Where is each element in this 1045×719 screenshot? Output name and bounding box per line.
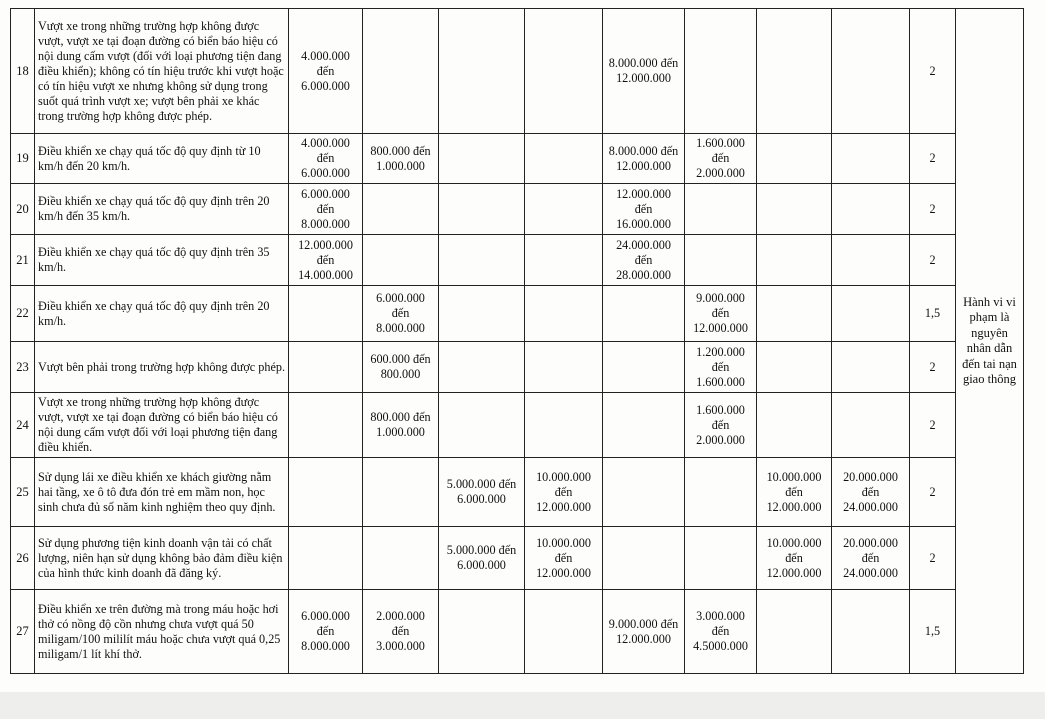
fine-amount-7 (757, 184, 832, 235)
fine-amount-7: 10.000.000 đến 12.000.000 (757, 527, 832, 590)
table-row (11, 342, 1024, 393)
table-row (11, 393, 1024, 458)
fine-amount-5 (603, 286, 685, 342)
points-deducted: 2 (910, 9, 956, 134)
table-row (11, 9, 1024, 134)
fine-amount-1 (289, 286, 363, 342)
points-deducted: 2 (910, 527, 956, 590)
fine-amount-4: 10.000.000 đến 12.000.000 (525, 527, 603, 590)
violation-description: Điều khiển xe trên đường mà trong máu hoặc hơi thở có nồng độ cồn nhưng chưa vượt quá 50 miligam/100 mililít máu hoặc chưa vượt quá 0,25 miligam/1 lít khí thở. (35, 590, 289, 674)
points-deducted: 2 (910, 184, 956, 235)
fine-amount-5 (603, 527, 685, 590)
points-deducted: 2 (910, 458, 956, 527)
row-number: 18 (11, 9, 35, 134)
fine-amount-2 (363, 9, 439, 134)
fine-amount-2: 6.000.000 đến 8.000.000 (363, 286, 439, 342)
fine-amount-1 (289, 527, 363, 590)
row-number: 22 (11, 286, 35, 342)
fine-amount-7 (757, 393, 832, 458)
fine-amount-4 (525, 286, 603, 342)
row-number: 19 (11, 134, 35, 184)
points-deducted: 2 (910, 342, 956, 393)
fine-amount-3 (439, 590, 525, 674)
fine-amount-5: 8.000.000 đến 12.000.000 (603, 9, 685, 134)
row-number: 25 (11, 458, 35, 527)
fine-amount-2 (363, 458, 439, 527)
fine-amount-1 (289, 458, 363, 527)
fine-amount-1 (289, 342, 363, 393)
points-deducted: 1,5 (910, 286, 956, 342)
fine-amount-3 (439, 9, 525, 134)
fine-amount-1: 12.000.000 đến 14.000.000 (289, 235, 363, 286)
fine-amount-8 (832, 590, 910, 674)
fine-amount-6 (685, 458, 757, 527)
fine-amount-5: 24.000.000 đến 28.000.000 (603, 235, 685, 286)
fine-amount-3 (439, 235, 525, 286)
fine-amount-4 (525, 393, 603, 458)
fine-amount-1: 4.000.000 đến 6.000.000 (289, 134, 363, 184)
fine-amount-3 (439, 184, 525, 235)
table-row (11, 184, 1024, 235)
fine-amount-3 (439, 134, 525, 184)
fine-amount-4 (525, 590, 603, 674)
fine-amount-6 (685, 184, 757, 235)
fine-amount-8: 20.000.000 đến 24.000.000 (832, 527, 910, 590)
fine-amount-6: 1.600.000 đến 2.000.000 (685, 134, 757, 184)
page-bottom-margin (0, 692, 1045, 719)
fine-amount-4 (525, 184, 603, 235)
row-number: 23 (11, 342, 35, 393)
fine-amount-3: 5.000.000 đến 6.000.000 (439, 458, 525, 527)
table-row (11, 527, 1024, 590)
fine-amount-8 (832, 9, 910, 134)
violation-description: Điều khiển xe chạy quá tốc độ quy định trên 20 km/h. (35, 286, 289, 342)
fine-amount-4: 10.000.000 đến 12.000.000 (525, 458, 603, 527)
fine-amount-5 (603, 342, 685, 393)
fine-amount-7 (757, 286, 832, 342)
fine-amount-4 (525, 9, 603, 134)
violation-description: Điều khiển xe chạy quá tốc độ quy định trên 20 km/h đến 35 km/h. (35, 184, 289, 235)
points-deducted: 1,5 (910, 590, 956, 674)
violation-description: Vượt xe trong những trường hợp không được vượt, vượt xe tại đoạn đường có biển báo hiệu có nội dung cấm vượt đối với loại phương tiện đang điều khiển. (35, 393, 289, 458)
fine-amount-6 (685, 235, 757, 286)
fine-amount-8 (832, 393, 910, 458)
fine-amount-8 (832, 235, 910, 286)
fine-amount-6: 3.000.000 đến 4.5000.000 (685, 590, 757, 674)
fine-amount-2: 600.000 đến 800.000 (363, 342, 439, 393)
fine-amount-2: 800.000 đến 1.000.000 (363, 134, 439, 184)
table-row (11, 235, 1024, 286)
fine-amount-6 (685, 9, 757, 134)
fine-amount-7 (757, 9, 832, 134)
fine-amount-4 (525, 235, 603, 286)
fine-amount-6: 1.200.000 đến 1.600.000 (685, 342, 757, 393)
fine-amount-7: 10.000.000 đến 12.000.000 (757, 458, 832, 527)
violation-description: Điều khiển xe chạy quá tốc độ quy định từ 10 km/h đến 20 km/h. (35, 134, 289, 184)
fine-amount-2: 2.000.000 đến 3.000.000 (363, 590, 439, 674)
fine-amount-1: 4.000.000 đến 6.000.000 (289, 9, 363, 134)
fine-amount-5: 9.000.000 đến 12.000.000 (603, 590, 685, 674)
fine-amount-7 (757, 134, 832, 184)
row-number: 20 (11, 184, 35, 235)
fine-amount-1: 6.000.000 đến 8.000.000 (289, 184, 363, 235)
points-deducted: 2 (910, 134, 956, 184)
points-deducted: 2 (910, 393, 956, 458)
violation-description: Vượt bên phải trong trường hợp không được phép. (35, 342, 289, 393)
fine-amount-2 (363, 184, 439, 235)
fine-amount-4 (525, 342, 603, 393)
penalty-table (10, 8, 1024, 674)
row-number: 26 (11, 527, 35, 590)
table-row (11, 134, 1024, 184)
fine-amount-5 (603, 458, 685, 527)
fine-amount-2 (363, 235, 439, 286)
fine-amount-5: 12.000.000 đến 16.000.000 (603, 184, 685, 235)
table-row (11, 458, 1024, 527)
fine-amount-1: 6.000.000 đến 8.000.000 (289, 590, 363, 674)
fine-amount-2 (363, 527, 439, 590)
fine-amount-5 (603, 393, 685, 458)
fine-amount-2: 800.000 đến 1.000.000 (363, 393, 439, 458)
fine-amount-3: 5.000.000 đến 6.000.000 (439, 527, 525, 590)
violation-description: Điều khiển xe chạy quá tốc độ quy định trên 35 km/h. (35, 235, 289, 286)
violation-description: Sử dụng phương tiện kinh doanh vận tải có chất lượng, niên hạn sử dụng không bảo đảm điều kiện của hình thức kinh doanh đã đăng ký. (35, 527, 289, 590)
fine-amount-6: 1.600.000 đến 2.000.000 (685, 393, 757, 458)
fine-amount-7 (757, 342, 832, 393)
fine-amount-8 (832, 286, 910, 342)
points-deducted: 2 (910, 235, 956, 286)
fine-amount-5: 8.000.000 đến 12.000.000 (603, 134, 685, 184)
fine-amount-8: 20.000.000 đến 24.000.000 (832, 458, 910, 527)
table-row (11, 590, 1024, 674)
fine-amount-6 (685, 527, 757, 590)
row-number: 21 (11, 235, 35, 286)
fine-amount-1 (289, 393, 363, 458)
fine-amount-8 (832, 134, 910, 184)
fine-amount-3 (439, 393, 525, 458)
table-row (11, 286, 1024, 342)
fine-amount-8 (832, 342, 910, 393)
fine-amount-3 (439, 342, 525, 393)
fine-amount-3 (439, 286, 525, 342)
row-number: 24 (11, 393, 35, 458)
fine-amount-4 (525, 134, 603, 184)
fine-amount-8 (832, 184, 910, 235)
fine-amount-6: 9.000.000 đến 12.000.000 (685, 286, 757, 342)
fine-amount-7 (757, 235, 832, 286)
note-cell: Hành vi vi phạm là nguyên nhân dẫn đến tai nạn giao thông (956, 9, 1024, 674)
violation-description: Vượt xe trong những trường hợp không được vượt, vượt xe tại đoạn đường có biển báo hiệu có nội dung cấm vượt (đối với loại phương tiện đang điều khiển); không có tín hiệu trước khi vượt hoặc có tín hiệu vượt xe nhưng không sử dụng trong suốt quá trình vượt xe; vượt bên phải xe khác trong trường hợp không được phép. (35, 9, 289, 134)
violation-description: Sử dụng lái xe điều khiển xe khách giường nằm hai tầng, xe ô tô đưa đón trẻ em mầm non, học sinh chưa đủ số năm kinh nghiệm theo quy định. (35, 458, 289, 527)
row-number: 27 (11, 590, 35, 674)
fine-amount-7 (757, 590, 832, 674)
